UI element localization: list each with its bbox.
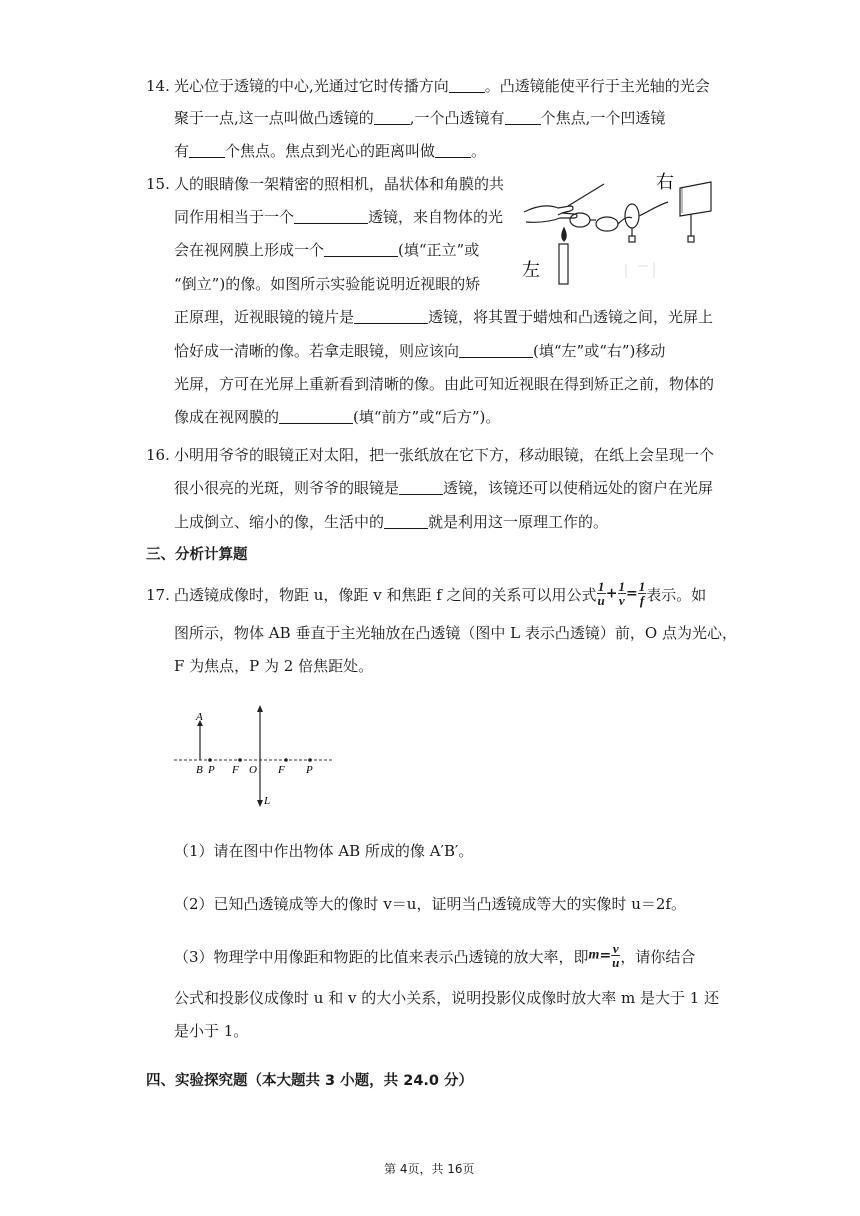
- q14-text: 。: [471, 142, 487, 160]
- q16-line1: 小明用爷爷的眼镜正对太阳，把一张纸放在它下方，移动眼镜，在纸上会呈现一个: [174, 446, 715, 464]
- light-screen-illustration: [680, 182, 711, 242]
- q15-figure: [518, 166, 718, 286]
- q14-blank-3[interactable]: [505, 109, 541, 125]
- q14-text: 个焦点。焦点到光心的距离叫做: [225, 142, 436, 160]
- label-l: L: [264, 795, 271, 807]
- q17-part3-line1: [174, 940, 696, 970]
- glasses-illustration: [568, 184, 632, 231]
- q14-text: ,一个凸透镜有: [409, 109, 505, 127]
- q15-left-label: 左: [522, 260, 540, 281]
- q16-blank-2[interactable]: [384, 513, 428, 529]
- lens-bottom-arrowhead: [257, 800, 263, 807]
- label-o: O: [249, 764, 257, 776]
- q15-blank-5[interactable]: [279, 408, 353, 424]
- q14-text: 个焦点,一个凹透镜: [540, 109, 666, 127]
- section3-heading: 三、分析计算题: [146, 547, 248, 563]
- q17-line1: [174, 578, 707, 608]
- q17-part2: （2）已知凸透镜成等大的像时 v＝u，证明当凸透镜成等大的实像时 u＝2f。: [174, 895, 686, 913]
- label-f-right: F: [278, 764, 285, 776]
- q16-blank-1[interactable]: [399, 479, 443, 495]
- label-a: A: [196, 711, 203, 723]
- page-number: 第 4页，共 16页: [384, 1162, 475, 1176]
- point-f-right: [284, 758, 288, 762]
- candle-illustration: [559, 228, 568, 284]
- magnification-formula: [589, 942, 621, 969]
- section4-heading: 四、实验探究题（本大题共 3 小题，共 24.0 分）: [146, 1073, 474, 1089]
- q15-text: (填“正立”或: [398, 241, 480, 259]
- q17-text: 表示。如: [646, 586, 707, 604]
- q14-line2: [174, 108, 665, 128]
- q14-text: 光心位于透镜的中心,光通过它时传播方向: [174, 77, 449, 95]
- formula-m: m: [588, 947, 600, 962]
- formula-frac-v: $\frac{1}{v}$: [618, 578, 625, 608]
- q14-number: 14.: [146, 77, 170, 95]
- q15-text: 正原理，近视眼镜的镜片是: [174, 308, 355, 326]
- q16-text: 透镜，该镜还可以使稍远处的窗户在光屏: [443, 479, 714, 497]
- q17-text: （3）物理学中用像距和物距的比值来表示凸透镜的放大率，即: [174, 948, 589, 966]
- point-p-right: [308, 758, 312, 762]
- lens-formula: [597, 580, 647, 607]
- q15-line2: [174, 207, 503, 227]
- q17-number: 17.: [146, 586, 170, 604]
- q14-blank-5[interactable]: [435, 142, 471, 158]
- q15-text: 透镜，将其置于蜡烛和凸透镜之间，光屏上: [428, 308, 714, 326]
- q15-text: (填“左”或“右”)移动: [533, 342, 666, 360]
- hand-illustration: [524, 206, 577, 222]
- q15-blank-2[interactable]: [324, 241, 398, 257]
- q15-line7: 光屏，方可在光屏上重新看到清晰的像。由此可知近视眼在得到矫正之前，物体的: [174, 375, 715, 393]
- label-b: B: [196, 764, 203, 776]
- q16-number: 16.: [146, 446, 170, 464]
- q17-text: ，请你结合: [620, 948, 696, 966]
- formula-equals: =: [626, 585, 638, 601]
- q17-line2: 图所示，物体 AB 垂直于主光轴放在凸透镜（图中 L 表示凸透镜）前，O 点为光心，: [174, 624, 737, 642]
- formula-equals: =: [599, 947, 612, 963]
- q15-text: 像成在视网膜的: [174, 408, 280, 426]
- formula-plus: +: [605, 585, 618, 601]
- point-p-left: [208, 758, 212, 762]
- q15-number: 15.: [146, 175, 170, 193]
- convex-lens-illustration: [625, 202, 668, 242]
- q15-line5: [174, 307, 713, 327]
- q14-blank-1[interactable]: [449, 77, 485, 93]
- q15-text: 恰好成一清晰的像。若拿走眼镜，则应该向: [174, 342, 460, 360]
- q15-text: 会在视网膜上形成一个: [174, 241, 325, 259]
- label-f-left: F: [232, 764, 239, 776]
- q17-part3-line3: 是小于 1。: [174, 1022, 249, 1040]
- q16-text: 上成倒立、缩小的像，生活中的: [174, 513, 385, 531]
- q15-right-label: 右: [656, 172, 674, 193]
- point-f-left: [238, 758, 242, 762]
- label-p-right: P: [306, 764, 313, 776]
- q17-part1: （1）请在图中作出物体 AB 所成的像 A′B′。: [174, 842, 474, 860]
- q16-text: 很小很亮的光斑，则爷爷的眼镜是: [174, 479, 400, 497]
- q15-line3: [174, 240, 479, 260]
- q14-line3: [174, 141, 486, 161]
- lens-top-arrowhead: [257, 705, 263, 712]
- formula-frac-f: $\frac{1}{f}$: [638, 578, 646, 608]
- q15-blank-4[interactable]: [459, 342, 533, 358]
- q15-text: 透镜，来自物体的光: [368, 208, 504, 226]
- q15-blank-3[interactable]: [354, 308, 428, 324]
- q15-line1: 人的眼睛像一架精密的照相机，晶状体和角膜的共: [174, 175, 505, 193]
- q16-line3: [174, 512, 608, 532]
- q15-text: 同作用相当于一个: [174, 208, 295, 226]
- q17-line3: F 为焦点，P 为 2 倍焦距处。: [174, 657, 374, 675]
- formula-frac-u: $\frac{1}{u}$: [597, 578, 605, 608]
- q16-text: 就是利用这一原理工作的。: [428, 513, 609, 531]
- formula-frac-vu: $\frac{v}{u}$: [612, 940, 620, 970]
- q15-text: (填“前方”或“后方”)。: [353, 408, 501, 426]
- q14-text: 。凸透镜能使平行于主光轴的光会: [484, 77, 710, 95]
- q15-line4: “倒立”)的像。如图所示实验能说明近视眼的矫: [174, 275, 481, 293]
- q17-text: 凸透镜成像时，物距 u，像距 v 和焦距 f 之间的关系可以用公式: [174, 586, 597, 604]
- q15-line8: [174, 407, 500, 427]
- q14-blank-2[interactable]: [374, 109, 410, 125]
- q14-text: 有: [174, 142, 190, 160]
- label-p-left: P: [208, 764, 215, 776]
- q17-optics-diagram: [168, 700, 343, 812]
- q15-line6: [174, 341, 665, 361]
- q14-blank-4[interactable]: [189, 142, 225, 158]
- q14-line1: [174, 76, 710, 96]
- q14-text: 聚于一点,这一点叫做凸透镜的: [174, 109, 374, 127]
- q15-blank-1[interactable]: [294, 208, 368, 224]
- q16-line2: [174, 478, 713, 498]
- q17-part3-line2: 公式和投影仪成像时 u 和 v 的大小关系，说明投影仪成像时放大率 m 是大于 1 还: [174, 989, 720, 1007]
